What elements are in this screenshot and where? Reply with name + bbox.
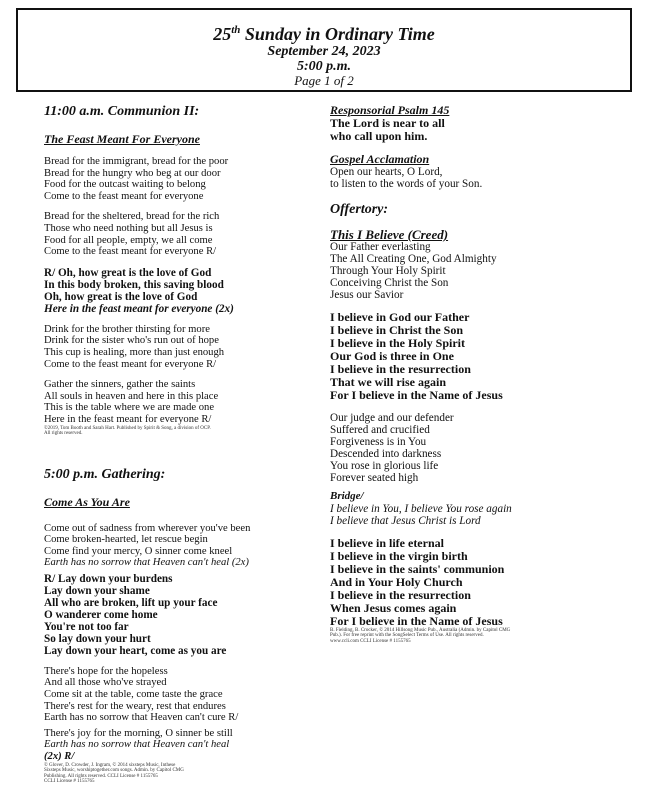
come-verse1-last: Earth has no sorrow that Heaven can't heal (2x) xyxy=(44,557,249,569)
lyric-line: For I believe in the Name of Jesus xyxy=(330,388,503,402)
lyric-line: Drink for the brother thirsting for more xyxy=(44,323,210,335)
feast-refrain-last: Here in the feast meant for everyone (2x) xyxy=(44,302,234,315)
feast-refrain-lines xyxy=(44,267,322,303)
lyric-line: Forgiveness is in You xyxy=(330,436,427,448)
lyric-line: And in Your Holy Church xyxy=(330,574,463,589)
lyric-line: Conceiving Christ the Son xyxy=(330,277,449,289)
lyric-line: There's rest for the weary, rest that endures xyxy=(44,700,226,712)
lyric-line: You rose in glorious life xyxy=(330,460,439,472)
come-verse3-it: Earth has no sorrow that Heaven can't heal xyxy=(44,739,230,751)
lyric-line: I believe in the resurrection xyxy=(330,587,471,602)
gathering-heading: 5:00 p.m. Gathering: xyxy=(44,466,166,482)
believe-bridge xyxy=(330,503,630,527)
lyric-line: All rights reserved. xyxy=(44,431,83,436)
lyric-line: Bread for the sheltered, bread for the rich xyxy=(44,211,220,223)
lyric-line: Publishing. All rights reserved. CCLI License # 1155765 xyxy=(44,773,158,779)
lyric-line: Our God is three in One xyxy=(330,349,454,363)
header-box xyxy=(16,8,632,92)
date: September 24, 2023 xyxy=(267,44,381,59)
lyric-line: B. Fielding, B. Crocker, © 2014 Hillsong Music Pub., Australia (Admin. by Capitol CMG xyxy=(330,627,511,633)
lyric-line: Open our hearts, O Lord, xyxy=(330,166,443,178)
lyric-line: All souls in heaven and here in this place xyxy=(44,390,219,402)
lyric-line: O wanderer come home xyxy=(44,608,158,621)
psalm-title: Responsorial Psalm 145 xyxy=(330,103,450,117)
page-title: 25th Sunday in Ordinary Time xyxy=(213,24,435,44)
believe-chorus1 xyxy=(330,311,630,402)
come-verse1-lines xyxy=(44,523,322,558)
lyric-line: Our Father everlasting xyxy=(330,241,431,253)
lyric-line: Come out of sadness from wherever you've been xyxy=(44,522,251,534)
lyric-line: This cup is healing, more than just enough xyxy=(44,346,225,358)
lyric-line: Gather the sinners, gather the saints xyxy=(44,379,196,391)
lyric-line: Jesus our Savior xyxy=(330,289,404,301)
lyric-line: When Jesus comes again xyxy=(330,600,457,615)
lyric-line: I believe in You, I believe You rose again xyxy=(330,502,512,515)
gospel-title: Gospel Acclamation xyxy=(330,152,430,166)
lyric-line: I believe in the virgin birth xyxy=(330,548,468,563)
lyric-line: Here in the feast meant for everyone R/ xyxy=(44,413,212,425)
lyric-line: Sixsteps Music, worshiptogether.com songs. Admin. by Capitol CMG xyxy=(44,768,184,774)
believe-copyright xyxy=(330,628,630,645)
lyric-line: Forever seated high xyxy=(330,472,419,484)
come-verse3-first: There's joy for the morning, O sinner be still xyxy=(44,727,233,739)
lyric-line: You're not too far xyxy=(44,620,129,633)
lyric-line: So lay down your hurt xyxy=(44,632,151,645)
lyric-line: Come to the feast meant for everyone xyxy=(44,190,204,202)
lyric-line: Bread for the hungry who beg at our door xyxy=(44,167,221,179)
lyric-line: In this body broken, this saving blood xyxy=(44,278,224,291)
lyric-line: Lay down your shame xyxy=(44,584,150,597)
come-verse3 xyxy=(44,728,322,763)
lyric-line: Come to the feast meant for everyone R/ xyxy=(44,246,217,258)
lyric-line: who call upon him. xyxy=(330,129,428,143)
psalm-response xyxy=(330,117,630,143)
feast-verse4 xyxy=(44,379,322,425)
believe-chorus2 xyxy=(330,537,630,628)
lyric-line: That we will rise again xyxy=(330,375,446,389)
lyric-line: Food for all people, empty, we all come xyxy=(44,234,213,246)
lyric-line: ©2019, Tom Booth and Sarah Hart. Published by Spirit & Song, a division of OCP. xyxy=(44,425,211,431)
song-title-come: Come As You Are xyxy=(44,494,130,509)
lyric-line: The All Creating One, God Almighty xyxy=(330,253,497,265)
believe-verse1 xyxy=(330,241,630,301)
lyric-line: Suffered and crucified xyxy=(330,424,430,436)
feast-refrain xyxy=(44,267,322,315)
lyric-line: Earth has no sorrow that Heaven can't cure R/ xyxy=(44,712,239,724)
lyric-line: Come sit at the table, come taste the grace xyxy=(44,689,223,701)
lyric-line: © Glover, D. Crowder, J. Ingram, © 2014 sixsteps Music, Inthese xyxy=(44,762,176,768)
lyric-line: I believe in life eternal xyxy=(330,535,444,550)
feast-verse1 xyxy=(44,156,322,202)
lyric-line: Come find your mercy, O sinner come kneel xyxy=(44,545,233,557)
lyric-line: www.ccli.com CCLI License # 1155765 xyxy=(330,638,411,644)
left-column xyxy=(44,104,322,785)
lyric-line: Descended into darkness xyxy=(330,448,442,460)
lyric-line: Come to the feast meant for everyone R/ xyxy=(44,358,217,370)
song-title-feast: The Feast Meant For Everyone xyxy=(44,132,200,146)
page-number: Page 1 of 2 xyxy=(294,73,354,88)
time: 5:00 p.m. xyxy=(296,59,352,74)
lyric-line: Bread for the immigrant, bread for the poor xyxy=(44,156,229,167)
lyric-line: Our judge and our defender xyxy=(330,412,454,424)
right-column xyxy=(330,104,630,644)
lyric-line: Through Your Holy Spirit xyxy=(330,265,446,277)
come-verse2 xyxy=(44,666,322,724)
lyric-line: I believe that Jesus Christ is Lord xyxy=(330,514,481,527)
lyric-line: Lay down your heart, come as you are xyxy=(44,644,227,657)
lyric-line: I believe in Christ the Son xyxy=(330,323,464,337)
lyric-line: And all those who've strayed xyxy=(44,677,167,689)
lyric-line: I believe in the saints' communion xyxy=(330,561,505,576)
believe-verse2 xyxy=(330,412,630,484)
lyric-line: This is the table where we are made one xyxy=(44,402,215,414)
bridge-label: Bridge/ xyxy=(330,490,364,502)
come-verse1 xyxy=(44,523,322,569)
lyric-line: There's hope for the hopeless xyxy=(44,665,168,677)
feast-verse2 xyxy=(44,211,322,257)
lyric-line: Drink for the sister who's run out of hope xyxy=(44,335,219,347)
gospel-text xyxy=(330,166,630,190)
lyric-line: Pub.). For free reprint with the SongSelect Terms of Use. All rights reserved. xyxy=(330,633,484,639)
lyric-line: I believe in the Holy Spirit xyxy=(330,336,465,350)
feast-copyright xyxy=(44,426,322,437)
lyric-line: The Lord is near to all xyxy=(330,116,445,130)
lyric-line: Food for the outcast waiting to belong xyxy=(44,179,206,191)
lyric-line: All who are broken, lift up your face xyxy=(44,596,218,609)
lyric-line: R/ Oh, how great is the love of God xyxy=(44,266,212,279)
lyric-line: Come broken-hearted, let rescue begin xyxy=(44,534,208,546)
come-refrain xyxy=(44,573,322,657)
come-verse3-end: (2x) R/ xyxy=(44,751,75,763)
lyric-line: For I believe in the Name of Jesus xyxy=(330,613,503,628)
come-copyright xyxy=(44,763,322,785)
lyric-line: to listen to the words of your Son. xyxy=(330,178,483,190)
lyric-line: Those who need nothing but all Jesus is xyxy=(44,222,213,234)
lyric-line: R/ Lay down your burdens xyxy=(44,572,173,585)
lyric-line: I believe in God our Father xyxy=(330,310,470,324)
song-title-believe: This I Believe (Creed) xyxy=(330,227,449,242)
communion-heading: 11:00 a.m. Communion II: xyxy=(44,104,200,119)
lyric-line: Oh, how great is the love of God xyxy=(44,290,198,303)
offertory-heading: Offertory: xyxy=(330,202,389,217)
lyric-line: CCLI License # 1155765 xyxy=(44,779,95,785)
lyric-line: I believe in the resurrection xyxy=(330,362,471,376)
feast-verse3 xyxy=(44,324,322,370)
